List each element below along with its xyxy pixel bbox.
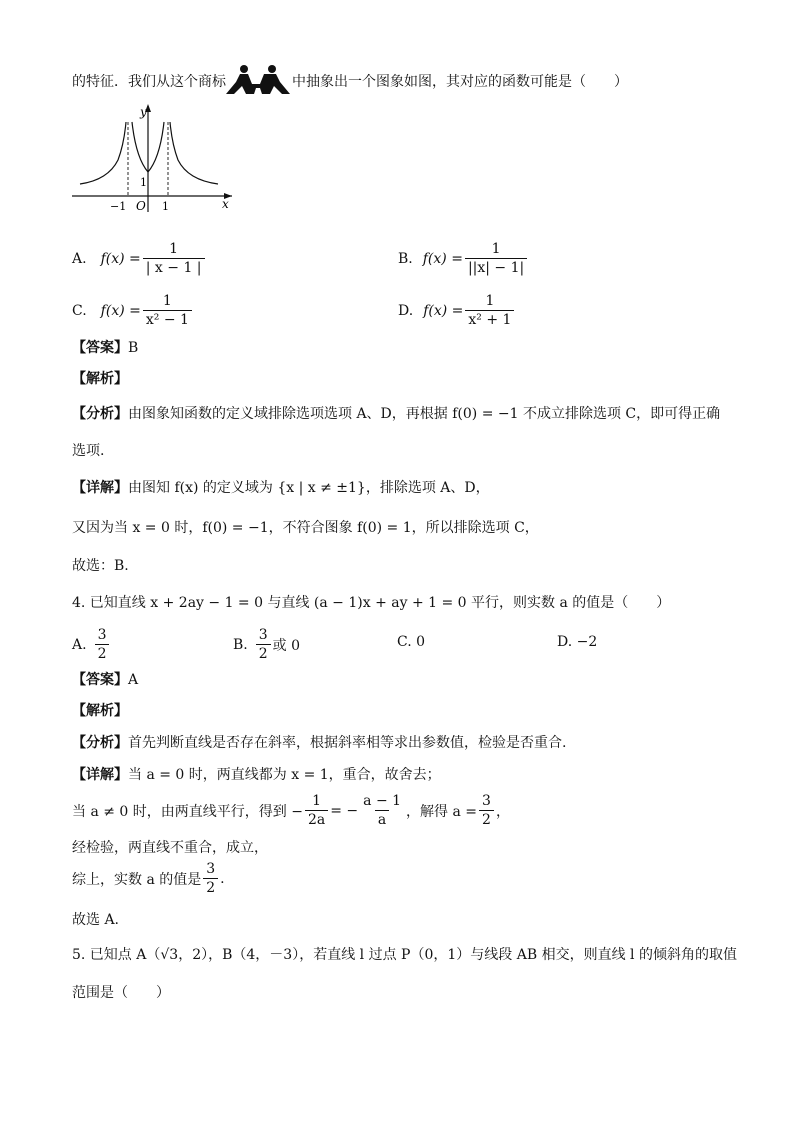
y-tick-1-label: 1: [140, 176, 147, 189]
q4-detail-5: 故选 A.: [72, 912, 120, 928]
option-letter: D.: [398, 302, 414, 319]
option-letter: B.: [398, 250, 413, 267]
q4-fenxi: 【分析】首先判断直线是否存在斜率，根据斜率相等求出参数值，检验是否重合.: [72, 735, 567, 751]
q4-detail-1: 【详解】当 a = 0 时，两直线都为 x = 1，重合，故舍去；: [72, 767, 441, 783]
option-num: 1: [162, 293, 172, 309]
option-num: 1: [485, 293, 495, 309]
option-letter: C.: [72, 302, 87, 319]
option-lhs: f(x) =: [100, 250, 141, 267]
option-num: 1: [169, 241, 179, 257]
q3-option-a: [72, 240, 207, 277]
q3-option-b: [398, 240, 529, 277]
option-lhs: f(x) =: [423, 302, 464, 319]
q3-analysis-heading: 【解析】: [72, 371, 128, 387]
q3-stem-b: 中抽象出一个图象如图，其对应的函数可能是（ ）: [292, 74, 628, 90]
q3-fenxi-cont: 选项.: [72, 443, 105, 459]
q4-stem: 4. 已知直线 x + 2ay − 1 = 0 与直线 (a − 1)x + ay + 1 = 0 平行，则实数 a 的值是（ ）: [72, 595, 671, 611]
option-num: 1: [491, 241, 501, 257]
q3-stem-a: 的特征．我们从这个商标: [72, 74, 226, 90]
option-letter: A.: [72, 250, 87, 267]
y-axis-label: y: [140, 105, 147, 119]
q3-detail-3: 故选：B.: [72, 558, 129, 574]
option-lhs: f(x) =: [422, 250, 463, 267]
q4-option-c: C. 0: [397, 634, 426, 650]
option-den: x² + 1: [465, 310, 514, 329]
q4-option-d: D. −2: [557, 634, 598, 650]
q3-detail-2: 又因为当 x = 0 时，f(0) = −1，不符合图象 f(0) = 1，所以排除选项 C，: [72, 520, 539, 536]
q4-answer: 【答案】A: [72, 672, 139, 688]
q5-stem-1: 5. 已知点 A（√3，2），B（4，－3），若直线 l 过点 P（0，1）与线段 AB 相交，则直线 l 的倾斜角的取值: [72, 947, 737, 963]
kappa-logo-image: [226, 64, 290, 98]
q5-stem-2: 范围是（ ）: [72, 985, 170, 1001]
q3-answer: 【答案】B: [72, 340, 139, 356]
q4-option-a: A. $\frac{3}{2}$: [72, 626, 111, 663]
curve-right-outer: [170, 122, 218, 184]
q4-detail-3: 经检验，两直线不重合，成立，: [72, 840, 268, 856]
option-den: x² − 1: [143, 310, 192, 329]
tick-neg1-label: −1: [110, 200, 127, 213]
option-lhs: f(x) =: [100, 302, 141, 319]
q4-detail-4: 综上，实数 a 的值是 $\frac{3}{2}$ .: [72, 861, 225, 896]
origin-label: O: [136, 199, 146, 213]
tick-1-label: 1: [162, 200, 169, 213]
q3-fenxi: 【分析】由图象知函数的定义域排除选项选项 A、D，再根据 f(0) = −1 不成立排除选项 C，即可得正确: [72, 406, 721, 422]
q3-option-c: [72, 292, 194, 329]
q3-stem: [72, 72, 226, 92]
q3-option-d: [398, 292, 516, 329]
option-den: ||x| − 1|: [465, 258, 527, 277]
option-den: | x − 1 |: [143, 258, 205, 277]
x-axis-label: x: [222, 197, 229, 211]
function-graph: [70, 100, 240, 218]
q3-detail-1: 【详解】由图知 f(x) 的定义域为 {x | x ≠ ±1}，排除选项 A、D，: [72, 480, 490, 496]
q4-option-b: B. $\frac{3}{2}$ 或 0: [233, 627, 301, 662]
q4-detail-2: 当 a ≠ 0 时，由两直线平行，得到 − $\frac{1}{2a}$ = − $\frac{a - 1}{a}$ ，解得 a = $\frac{3}{2}$ ，: [72, 793, 510, 828]
q4-analysis-heading: 【解析】: [72, 703, 128, 719]
curve-left-outer: [80, 122, 126, 184]
